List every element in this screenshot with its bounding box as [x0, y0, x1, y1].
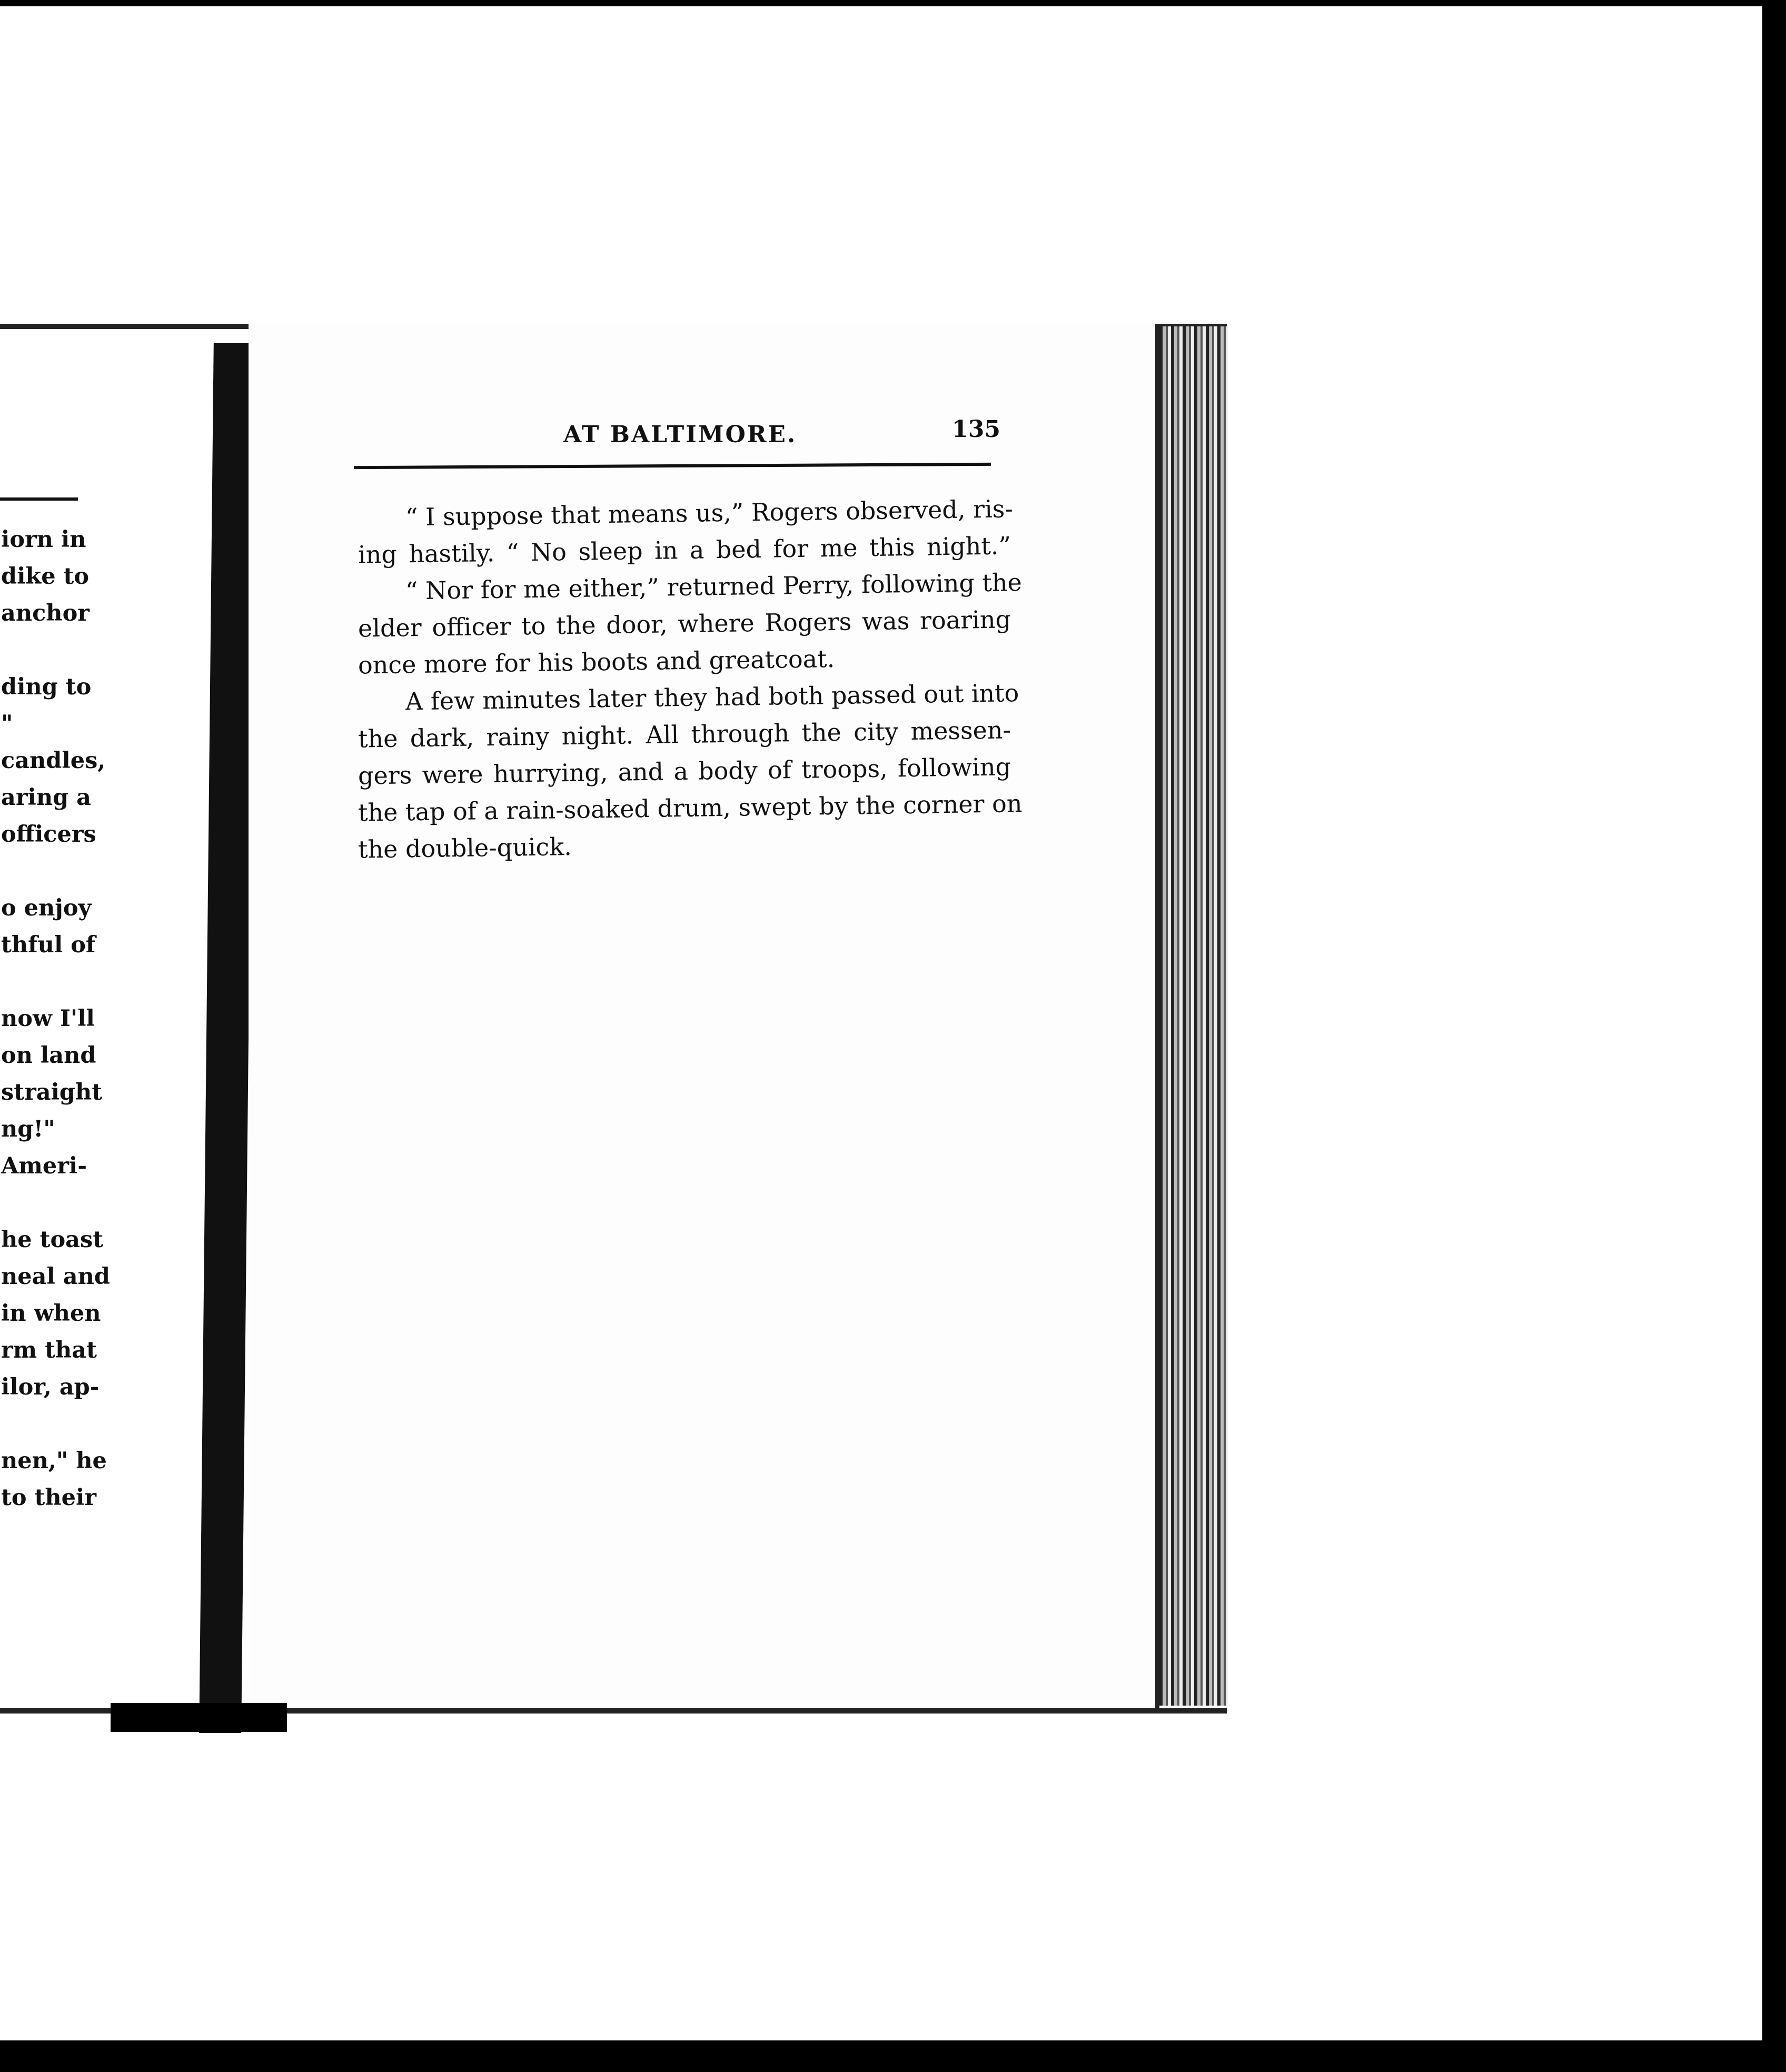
left-line: anchor	[1, 600, 90, 626]
left-line: he toast	[1, 1227, 104, 1253]
left-line: ng!"	[1, 1116, 55, 1142]
left-line: dike to	[1, 563, 90, 590]
left-line: thful of	[1, 932, 96, 958]
left-line	[1, 632, 101, 669]
left-line	[1, 1406, 101, 1442]
text-line: “ Nor for me either,” returned Perry, following the	[405, 568, 1023, 605]
left-line	[1, 1184, 101, 1221]
left-line: o enjoy	[1, 895, 92, 921]
left-line: rm that	[1, 1337, 97, 1363]
text-line: the dark, rainy night. All through the city messen-	[358, 715, 1011, 753]
left-page-text	[1, 521, 110, 1516]
left-line: to their	[1, 1485, 96, 1511]
scan-border-bottom	[0, 2040, 1786, 2072]
left-line: "	[1, 711, 13, 737]
left-line: on land	[1, 1042, 96, 1069]
left-line: ilor, ap-	[1, 1374, 100, 1400]
text-line: the tap of a rain-soaked drum, swept by the corner on	[358, 789, 1023, 827]
left-line: officers	[1, 821, 96, 848]
left-line: in when	[1, 1300, 101, 1327]
left-page-header-rule	[0, 497, 78, 501]
text-line: “ I suppose that means us,” Rogers observed, ris-	[405, 494, 1014, 532]
left-line	[1, 853, 101, 890]
spine-tab	[111, 1703, 287, 1732]
body-text	[358, 494, 1023, 864]
text-line: ing hastily. “ No sleep in a bed for me this night.”	[358, 531, 1011, 569]
left-line: straight	[1, 1079, 103, 1105]
scan-border-top	[0, 0, 1786, 6]
left-line	[1, 963, 101, 1000]
running-header	[353, 416, 1000, 458]
text-line: gers were hurrying, and a body of troops, following	[358, 752, 1011, 790]
scan-border-right	[1762, 0, 1786, 2072]
left-line: iorn in	[1, 526, 86, 553]
text-line: elder officer to the door, where Rogers was roaring	[358, 605, 1011, 643]
page-number: 135	[952, 416, 1000, 443]
text-line: the double-quick.	[358, 832, 572, 864]
left-line: neal and	[1, 1263, 110, 1290]
left-line: candles,	[1, 748, 106, 774]
left-line: Ameri-	[1, 1153, 87, 1179]
left-line: aring a	[1, 784, 92, 811]
text-line: A few minutes later they had both passed out into	[405, 679, 1019, 716]
running-header-title: AT BALTIMORE.	[563, 421, 797, 448]
text-line: once more for his boots and greatcoat.	[358, 644, 835, 680]
left-line: ding to	[1, 674, 92, 700]
left-line: now I'll	[1, 1005, 95, 1032]
left-page	[0, 337, 206, 1706]
page-edges	[1159, 326, 1228, 1706]
left-line: nen," he	[1, 1448, 107, 1474]
